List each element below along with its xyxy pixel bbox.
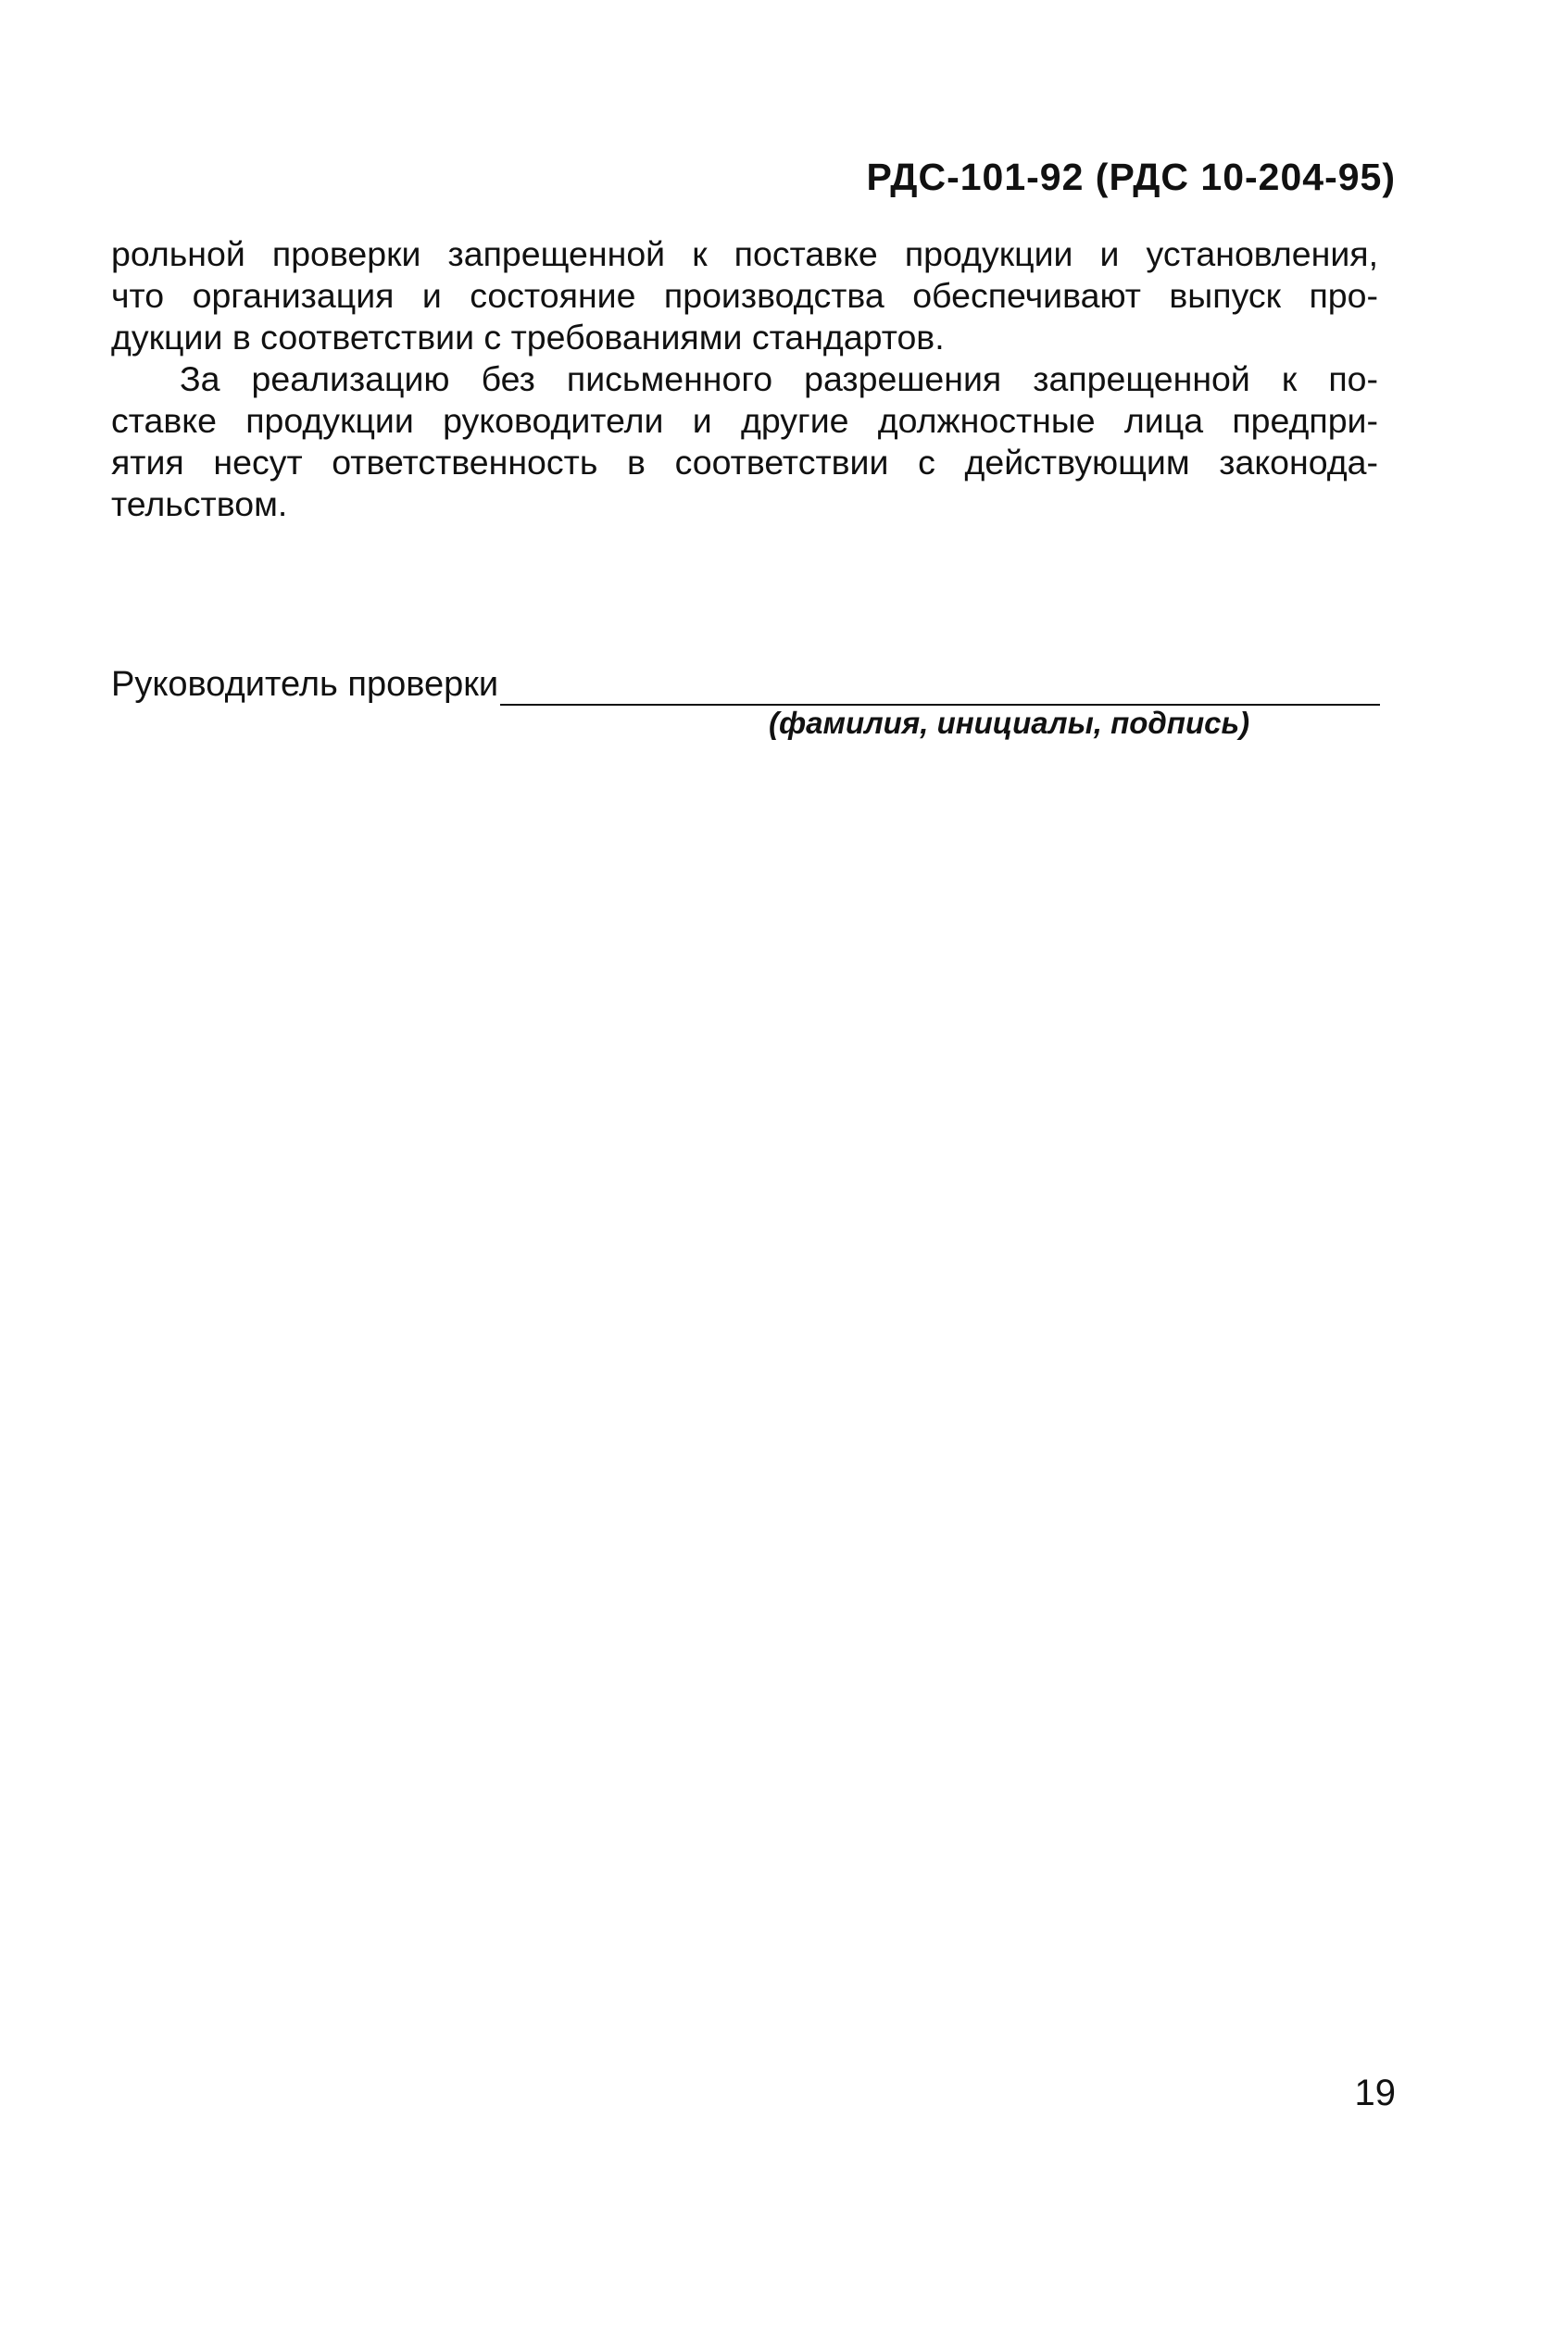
body-line: тельством.	[111, 484, 288, 523]
signature-label: Руководитель проверки	[111, 665, 499, 704]
document-code-header: РДС-101-92 (РДС 10-204-95)	[866, 156, 1396, 198]
body-text	[111, 233, 1378, 525]
body-line: ятия несут ответственность в соответствии с действующим законода-	[111, 443, 1378, 482]
body-line: дукции в соответствии с требованиями стандартов.	[111, 318, 945, 357]
body-line: ставке продукции руководители и другие должностные лица предпри-	[111, 401, 1378, 440]
body-line: рольной проверки запрещенной к поставке продукции и установления,	[111, 234, 1378, 273]
signature-block	[111, 659, 1380, 706]
signature-line	[500, 672, 1380, 706]
body-line: За реализацию без письменного разрешения запрещенной к по-	[180, 359, 1378, 398]
page-number: 19	[1354, 2073, 1396, 2113]
body-line: что организация и состояние производства обеспечивают выпуск про-	[111, 276, 1378, 315]
signature-caption: (фамилия, инициалы, подпись)	[769, 706, 1250, 740]
